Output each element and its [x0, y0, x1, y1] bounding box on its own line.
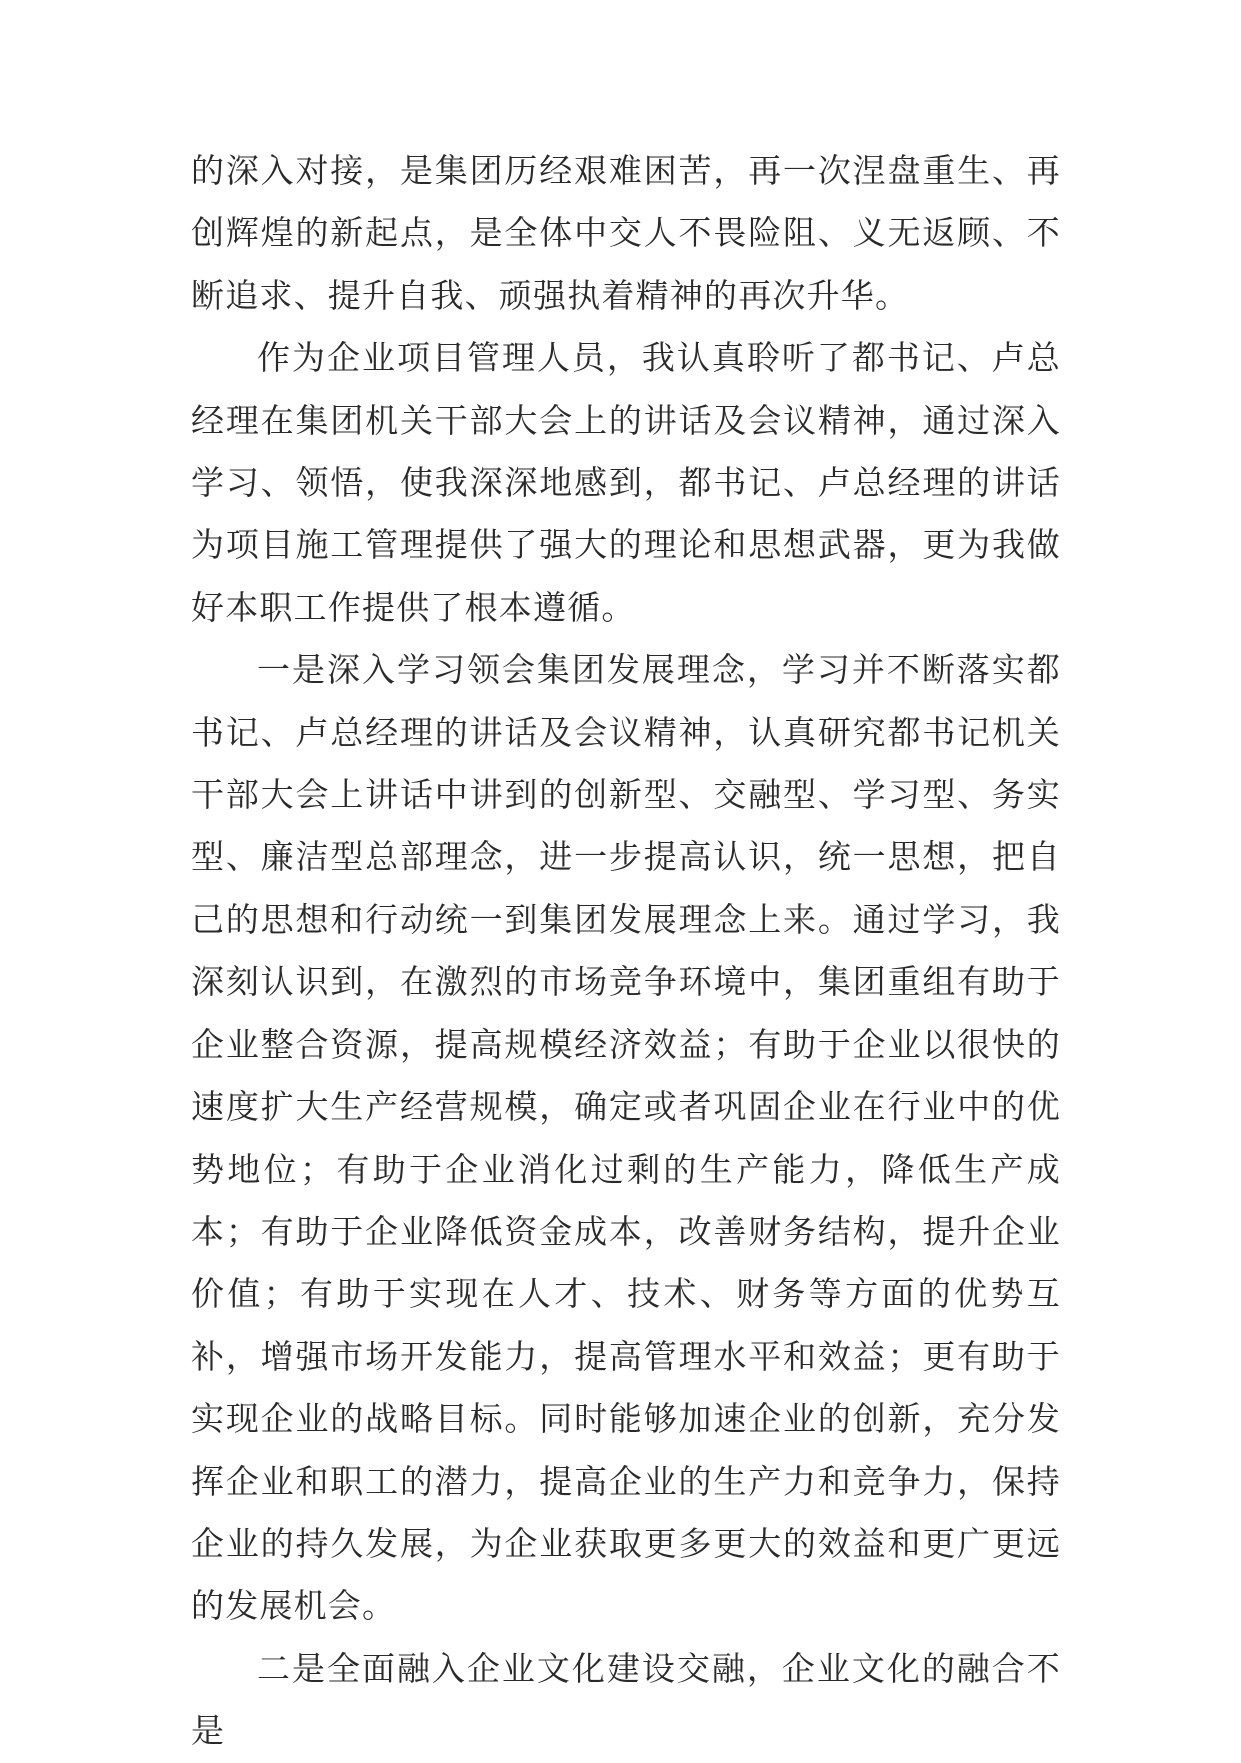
paragraph-continuation: 的深入对接，是集团历经艰难困苦，再一次涅盘重生、再创辉煌的新起点，是全体中交人不畏险阻、义无返顾、不断追求、提升自我、顽强执着精神的再次升华。 [191, 151, 1061, 315]
document-page [191, 140, 1061, 1763]
paragraph-point-two: 二是全面融入企业文化建设交融，企业文化的融合不是 [191, 1648, 1061, 1751]
paragraph-point-one: 一是深入学习领会集团发展理念，学习并不断落实都书记、卢总经理的讲话及会议精神，认真研究都书记机关干部大会上讲话中讲到的创新型、交融型、学习型、务实型、廉洁型总部理念，进一步提高认识，统一思想，把自己的思想和行动统一到集团发展理念上来。通过学习，我深刻认识到，在激烈的市场竞争环境中，集团重组有助于企业整合资源，提高规模经济效益；有助于企业以很快的速度扩大生产经营规模，确定或者巩固企业在行业中的优势地位；有助于企业消化过剩的生产能力，降低生产成本；有助于企业降低资金成本，改善财务结构，提升企业价值；有助于实现在人才、技术、财务等方面的优势互补，增强市场开发能力，提高管理水平和效益；更有助于实现企业的战略目标。同时能够加速企业的创新，充分发挥企业和职工的潜力，提高企业的生产力和竞争力，保持企业的持久发展，为企业获取更多更大的效益和更广更远的发展机会。 [191, 650, 1061, 1626]
paragraph-intro: 作为企业项目管理人员，我认真聆听了都书记、卢总经理在集团机关干部大会上的讲话及会议精神，通过深入学习、领悟，使我深深地感到，都书记、卢总经理的讲话为项目施工管理提供了强大的理论和思想武器，更为我做好本职工作提供了根本遵循。 [191, 338, 1061, 627]
